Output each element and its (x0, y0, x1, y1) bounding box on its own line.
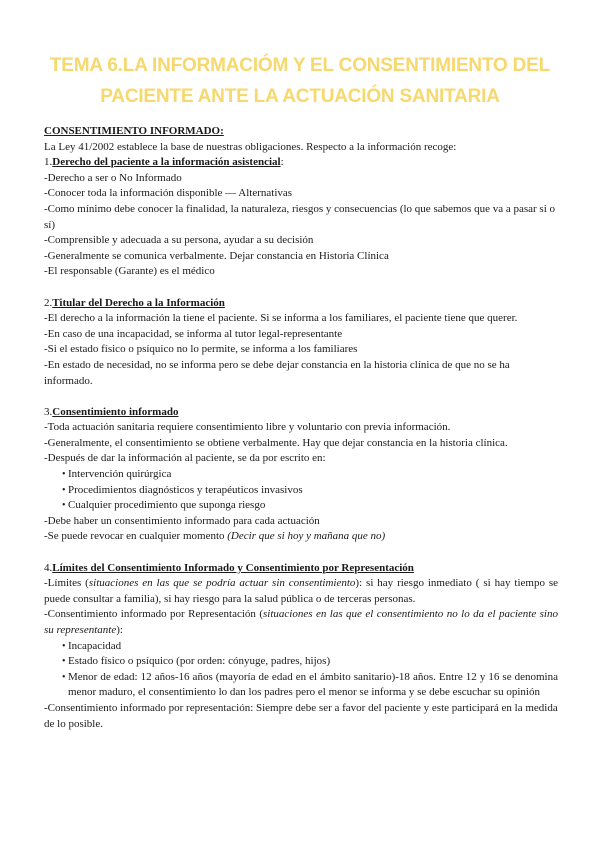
document-title (30, 50, 570, 112)
section-3-heading: 3.Consentimiento informado (44, 405, 179, 418)
bullet-item: • Estado físico o psíquico (por orden: cónyuge, padres, hijos) (44, 654, 558, 670)
list-item: -Se puede revocar en cualquier momento (Decir que si hoy y mañana que no) (44, 530, 386, 543)
section-2-heading: 2.Titular del Derecho a la Información (44, 296, 225, 309)
list-item: -Debe haber un consentimiento informado para cada actuación (44, 514, 320, 527)
closing-paragraph: -Consentimiento informado por representación: Siempre debe ser a favor del paciente y este participará en la medida de lo posible. (44, 701, 558, 730)
bullet-item: • Procedimientos diagnósticos y terapéuticos invasivos (44, 483, 558, 499)
list-item: -Toda actuación sanitaria requiere consentimiento libre y voluntario con previa información. (44, 421, 451, 434)
section-4-heading: 4.Límites del Consentimiento Informado y Consentimiento por Representación (44, 561, 414, 574)
section-1-heading: 1.Derecho del paciente a la información asistencial: (44, 156, 284, 169)
section-heading: CONSENTIMIENTO INFORMADO: (44, 125, 224, 137)
document-body (44, 124, 558, 732)
bullet-item: • Cualquier procedimiento que suponga riesgo (44, 498, 558, 514)
list-item: -El responsable (Garante) es el médico (44, 265, 215, 278)
intro-text: La Ley 41/2002 establece la base de nuestras obligaciones. Respecto a la información recoge: (44, 140, 457, 153)
list-item: -En estado de necesidad, no se informa pero se debe dejar constancia en la historia clínica de que no se ha informado. (44, 358, 510, 387)
list-item: -Generalmente se comunica verbalmente. Dejar constancia en Historia Clínica (44, 249, 389, 262)
bullet-item: • Intervención quirúrgica (44, 467, 558, 483)
list-item: -Derecho a ser o No Informado (44, 171, 182, 184)
list-item: -Después de dar la información al paciente, se da por escrito en: (44, 452, 326, 465)
limites-paragraph: -Límites (situaciones en las que se podría actuar sin consentimiento): si hay riesgo inmediato ( si hay tiempo se puede consultar a familia), si hay riesgo para la salud pública o de terceras personas. (44, 577, 559, 605)
list-item: -Generalmente, el consentimiento se obtiene verbalmente. Hay que dejar constancia en la historia clínica. (44, 436, 508, 449)
list-item: -Como mínimo debe conocer la finalidad, la naturaleza, riesgos y consecuencias (lo que sabemos que va a pasar si o sí) (44, 202, 556, 231)
bullet-item: • Incapacidad (44, 639, 558, 655)
title-line-2: PACIENTE ANTE LA ACTUACIÓN SANITARIA (100, 86, 500, 107)
list-item: -El derecho a la información la tiene el paciente. Si se informa a los familiares, el paciente tiene que querer. (44, 312, 518, 325)
list-item: -Comprensible y adecuada a su persona, ayudar a su decisión (44, 234, 314, 247)
representacion-paragraph: -Consentimiento informado por Representación (situaciones en las que el consentimiento no lo da el paciente sino su representante): (44, 608, 558, 636)
list-item: -En caso de una incapacidad, se informa al tutor legal-representante (44, 327, 343, 340)
list-item: -Conocer toda la información disponible — Alternativas (44, 187, 293, 200)
title-line-1: TEMA 6.LA INFORMACIÓM Y EL CONSENTIMIENTO DEL (49, 55, 551, 76)
list-item: -Si el estado físico o psíquico no lo permite, se informa a los familiares (44, 343, 358, 356)
bullet-item: • Menor de edad: 12 años-16 años (mayoría de edad en el ámbito sanitario)-18 años. Entre 12 y 16 se denomina menor maduro, el consentimiento lo dan los padres pero el menor se informa y se debe escuchar su opinión (44, 670, 558, 701)
